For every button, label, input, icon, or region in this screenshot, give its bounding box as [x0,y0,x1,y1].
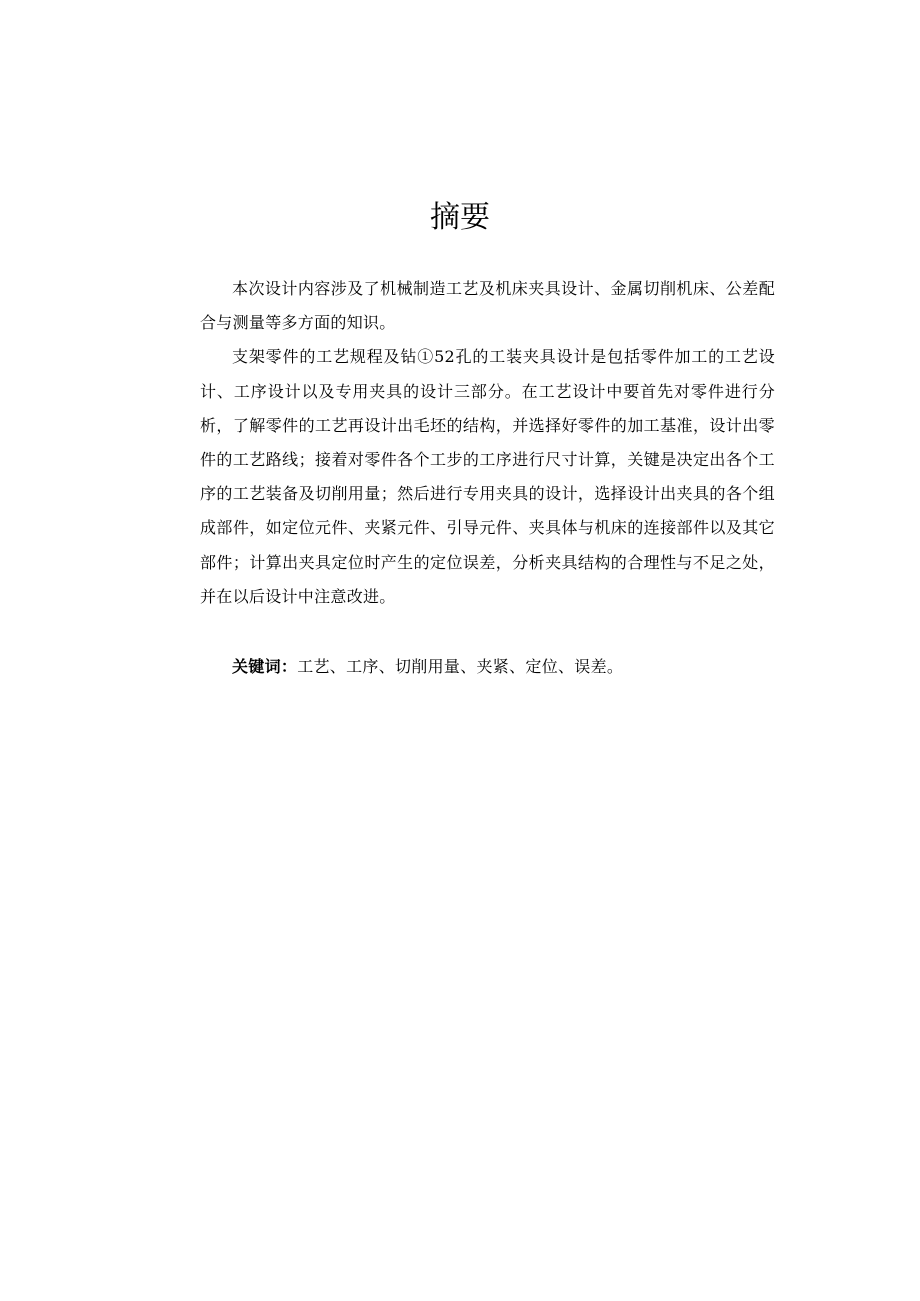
keywords-line [200,650,775,684]
page-title: 摘要 [430,200,490,235]
keywords-label: 关键词： [232,657,298,676]
keywords-value: 工艺、工序、切削用量、夹紧、定位、误差。 [297,657,624,676]
abstract-body [200,272,775,614]
abstract-paragraph-1: 本次设计内容涉及了机械制造工艺及机床夹具设计、金属切削机床、公差配合与测量等多方面的知识。 [200,279,775,333]
abstract-paragraph-2: 支架零件的工艺规程及钻①52孔的工装夹具设计是包括零件加工的工艺设计、工序设计以及专用夹具的设计三部分。在工艺设计中要首先对零件进行分析，了解零件的工艺再设计出毛坯的结构，并选择好零件的加工基准，设计出零件的工艺路线；接着对零件各个工步的工序进行尺寸计算，关键是决定出各个工序的工艺装备及切削用量；然后进行专用夹具的设计，选择设计出夹具的各个组成部件，如定位元件、夹紧元件、引导元件、夹具体与机床的连接部件以及其它部件；计算出夹具定位时产生的定位误差，分析夹具结构的合理性与不足之处，并在以后设计中注意改进。 [200,347,775,606]
